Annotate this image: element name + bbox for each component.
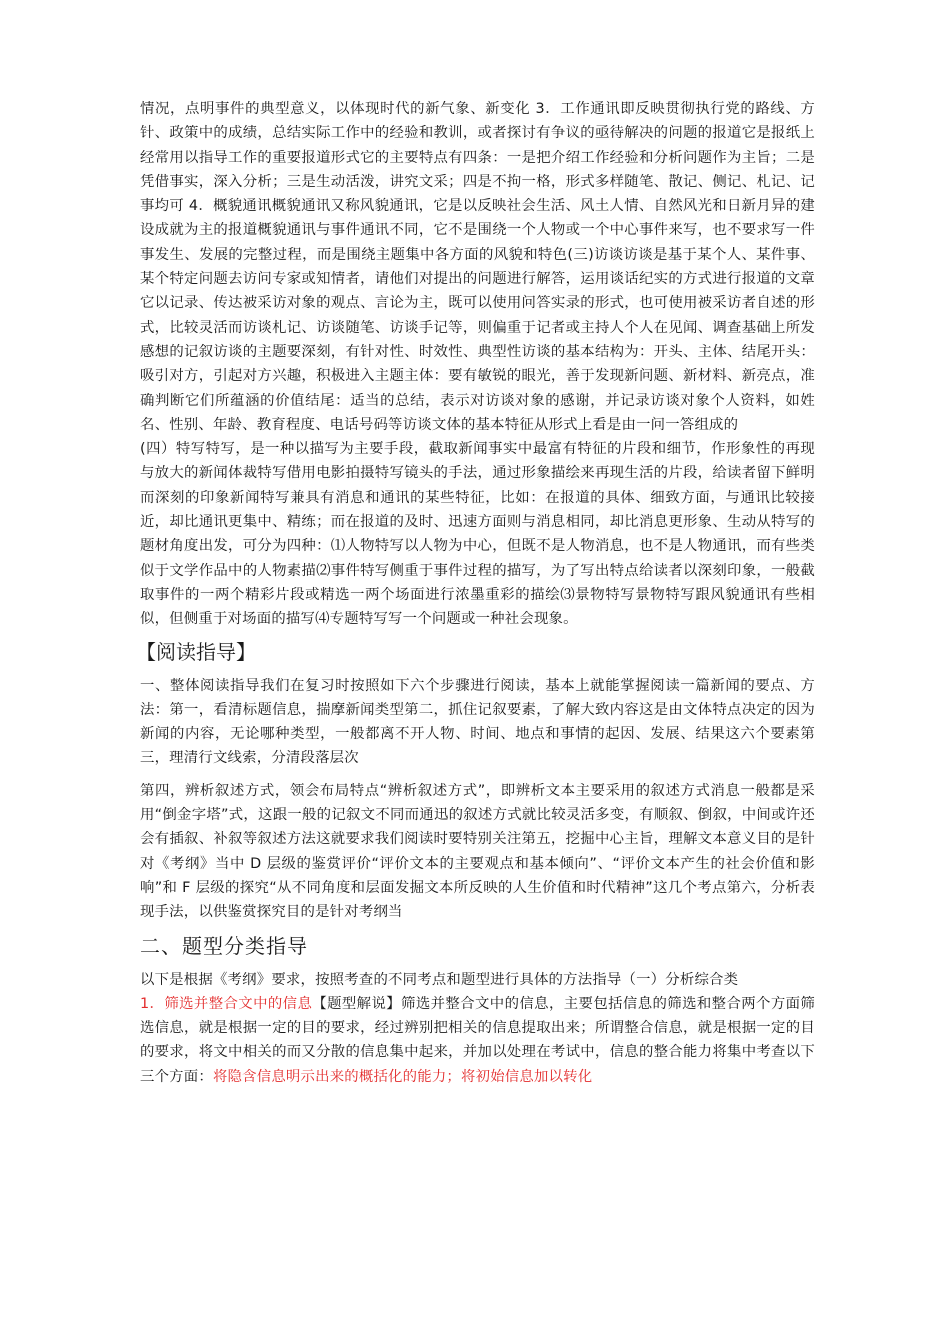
heading-reading-guide: 【阅读指导】	[136, 639, 256, 664]
heading-question-types: 二、题型分类指导	[140, 933, 308, 958]
paragraph-feature-writing: (四）特写特写，是一种以描写为主要手段，截取新闻事实中最富有特征的片段和细节，作形象性的再现与放大的新闻体裁特写借用电影拍摄特写镜头的手法，通过形象描绘来再现生活的片段，给读者留下鲜明而深刻的印象新闻特写兼具有消息和通讯的某些特征，比如：在报道的具体、细致方面，与通讯比较接近，却比通讯更集中、精练；而在报道的及时、迅速方面则与消息相同，却比消息更形象、生动从特写的题材角度出发，可分为四种：⑴人物特写以人物为中心，但既不是人物消息，也不是人物通讯，而有些类似于文学作品中的人物素描⑵事件特写侧重于事件过程的描写，为了写出特点给读者以深刻印象，一般截取事件的一两个精彩片段或精选一两个场面进行浓墨重彩的描绘⑶景物特写景物特写跟风貌通讯有些相似，但侧重于对场面的描写⑷专题特写写一个问题或一种社会现象。	[140, 441, 815, 628]
paragraph-fourth-step: 第四，辨析叙述方式，领会布局特点“辨析叙述方式”，即辨析文本主要采用的叙述方式消息一般都是采用“倒金字塔”式，这跟一般的记叙文不同而通迅的叙述方式就比较灵活多变，有顺叙、倒叙，中间或许还会有插叙、补叙等叙述方法这就要求我们阅读时要特别关注第五，挖掘中心主旨，理解文本意义目的是针对《考纲》当中 D 层级的鉴赏评价“评价文本的主要观点和基本倾向”、“评价文本产生的社会价值和影响”和 F 层级的探究“从不同角度和层面发掘文本所反映的人生价值和时代精神”这几个考点第六，分析表现手法，以供鉴赏探究目的是针对考纲当	[140, 782, 815, 921]
paragraph-method-guide	[140, 968, 815, 1089]
document-page	[136, 97, 815, 1089]
paragraph-overall-reading: 一、整体阅读指导我们在复习时按照如下六个步骤进行阅读，基本上就能掌握阅读一篇新闻的要点、方法：第一，看清标题信息，揣摩新闻类型第二，抓住记叙要素，了解大致内容这是由文体特点决定的因为新闻的内容，无论哪种类型，一般都离不开人物、时间、地点和事情的起因、发展、结果这六个要素第三，理清行文线索，分清段落层次	[140, 677, 815, 767]
highlight-text: 将隐含信息明示出来的概括化的能力；将初始信息加以转化	[212, 1068, 593, 1085]
paragraph-news-types: 情况，点明事件的典型意义，以体现时代的新气象、新变化 3．工作通讯即反映贯彻执行党的路线、方针、政策中的成绩，总结实际工作中的经验和教训，或者探讨有争议的亟待解决的问题的报道它是报纸上经常用以指导工作的重要报道形式它的主要特点有四条：一是把介绍工作经验和分析问题作为主旨；二是凭借事实，深入分析；三是生动活泼，讲究文采；四是不拘一格，形式多样随笔、散记、侧记、札记、记事均可 4．概貌通讯概貌通讯又称风貌通讯，它是以反映社会生活、风土人情、自然风光和日新月异的建设成就为主的报道概貌通讯与事件通讯不同，它不是围绕一个人物或一个中心事件来写，也不要求写一件事发生、发展的完整过程，而是围绕主题集中各方面的风貌和特色(三)访谈访谈是基于某个人、某件事、某个特定问题去访问专家或知情者，请他们对提出的问题进行解答，运用谈话纪实的方式进行报道的文章它以记录、传达被采访对象的观点、言论为主，既可以使用问答实录的形式，也可使用被采访者自述的形式，比较灵活而访谈札记、访谈随笔、访谈手记等，则偏重于记者或主持人个人在见闻、调查基础上所发感想的记叙访谈的主题要深刻，有针对性、时效性、典型性访谈的基本结构为：开头、主体、结尾开头：吸引对方，引起对方兴趣，积极进入主题主体：要有敏锐的眼光，善于发现新问题、新材料、新亮点，准确判断它们所蕴涵的价值结尾：适当的总结，表示对访谈对象的感谢，并记录访谈对象个人资料，如姓名、性别、年龄、教育程度、电话号码等访谈文体的基本特征从形式上看是由一问一答组成的	[140, 101, 815, 433]
body-text: 【题型解说】筛选并整合文中的信息，主要包括信息的筛选和整合两个方面筛选信息，就是根据一定的目的要求，经过辨别把相关的信息提取出来；所谓整合信息，就是根据一定的目的要求，将文中相关的而又分散的信息集中起来，并加以处理在考试中，信息的整合能力将集中考查以下三个方面：	[140, 995, 815, 1085]
paragraph-gap	[140, 771, 815, 779]
highlight-subheading: 1．筛选并整合文中的信息	[140, 995, 313, 1012]
intro-text: 以下是根据《考纲》要求，按照考查的不同考点和题型进行具体的方法指导（一）分析综合类	[140, 971, 739, 988]
